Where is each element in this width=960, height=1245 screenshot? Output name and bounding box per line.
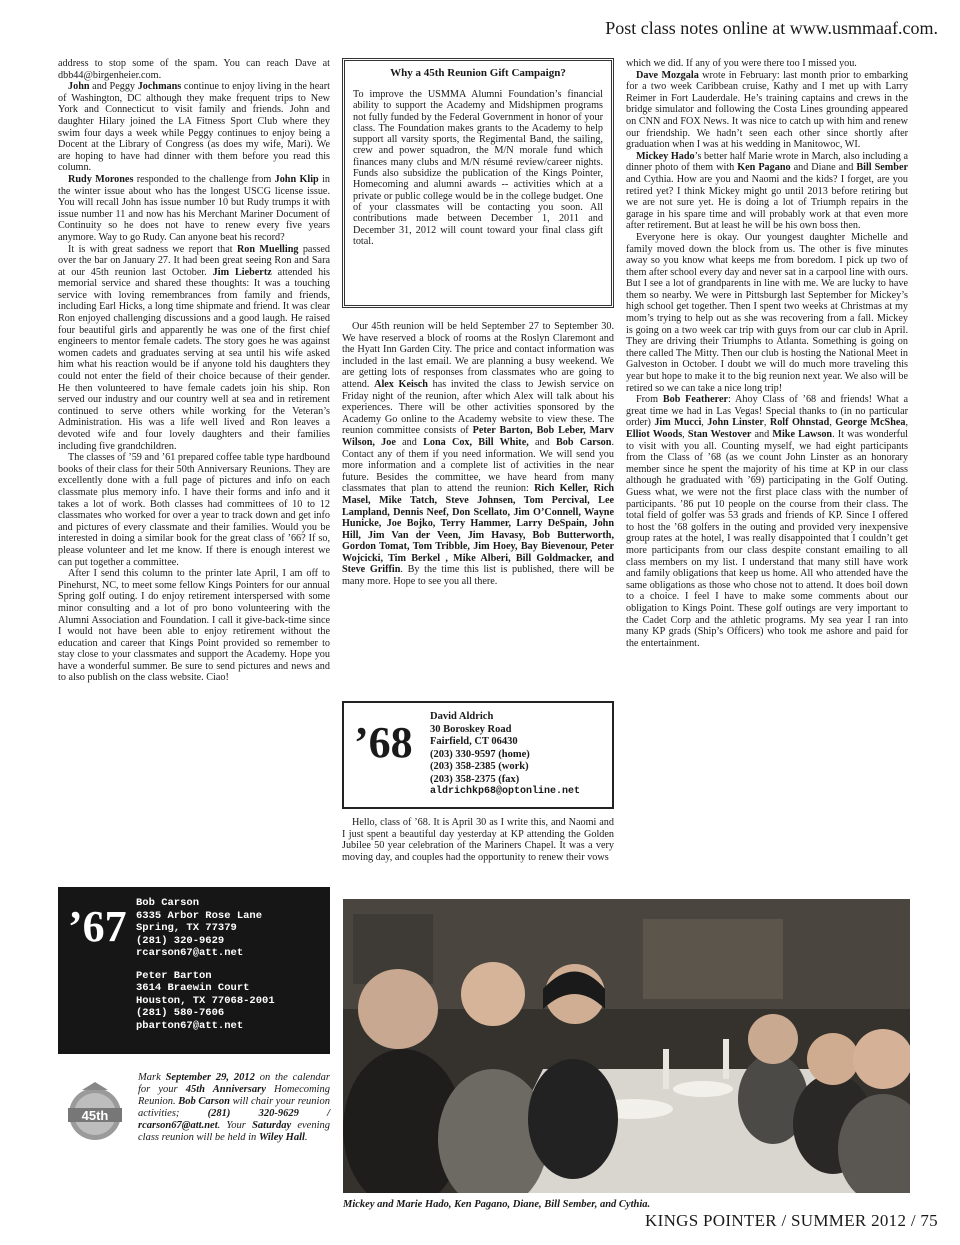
gift-campaign-box bbox=[342, 58, 614, 308]
column-3 bbox=[626, 58, 908, 881]
contact-fax: (203) 358-2375 (fax) bbox=[430, 773, 520, 785]
contact-phone: (281) 320-9629 bbox=[136, 934, 225, 947]
contact-email[interactable]: rcarson67@att.net bbox=[136, 947, 244, 959]
paragraph: Our 45th reunion will be held September 27 to September 30. We have reserved a block of rooms at the Roslyn Claremont and the Hyatt Inn Garden City. The price and contact information was included in the last email. We are planning a busy weekend. We are getting lots of responses from classmates who are going to attend. Alex Keisch has invited the class to Jewish service on Friday night of the reunion, after which Alex will talk about his experiences. There will be other activities sponsored by the Academy Go online to the Academy website to view these. The reunion committee consists of Peter Barton, Bob Leber, Marv Wilson, Joe and Lona Cox, Bill White, and Bob Carson. Contact any of them if you need information. We will send you more information and a complete list of activities in the near future. Besides the committee, we have heard from many classmates that plan to attend the reunion: Rich Keller, Rich Masel, Mike Tatch, Steve Johnsen, Tom Percival, Lee Lampland, Dennis Neef, Don Scellato, Jim O’Connell, Wayne Hunicke, Joe Bojko, Terry Hammer, Larry DeSpain, John Hill, Jim Van der Veen, Jim Havasy, Bob Butterworth, Gordon Tomat, Tom Tribble, Jim Hoey, Bay Bievenour, Peter Wojcicki, Tim Berkel , Mike Alberi, Bill Goldmacker, and Steve Griffin. By the time this list is published, there will be many more. Hope to see you all there. bbox=[342, 321, 614, 588]
contact-phone-home: (203) 330-9597 (home) bbox=[430, 748, 530, 760]
paragraph: It is with great sadness we report that Ron Muelling passed over the bar on January 27. It had been great seeing Ron and Sara at our 45th reunion last October. Jim Liebertz attended his memorial service and shared these thoughts: It was a touching service with loving remembrances from family and friends, including Earl Hicks, a long time shipmate and friend. It was clear Ron enjoyed challenging discussions and a good laugh. He raised four beautiful girls and apparently he was one of the first chief engineers to mentor female cadets. The story goes he was against women cadets and graduates serving at sea until his wife asked him what his reaction would be if anyone told his daughters they could not enter the field of their choice because of their gender. He then volunteered to have female cadets join his ship. Ron served our industry and our country well at sea and in retirement continued to serve others while working for the Veteran’s Administration. His was a life well lived and Ron leaves a devoted wife and four lovely daughters and their families including five grandchildren. bbox=[58, 243, 330, 452]
paragraph: Everyone here is okay. Our youngest daughter Michelle and family moved down the block from us. The other is five minutes away so you know what keeps me from boredom. I pick up two of them after school every day and never sat in a carpool line with ours. But I see a lot of grandparents in line with me. We are lucky to have them so nearby. We were in Pittsburgh last September for Mickey’s high school get together. Then I spent two weeks at Christmas at my mom’s trying to help out as she was recovering from a fall. Mickey is going on a two week car trip with guys from our car club in April. They are driving their Triumphs to Atlanta. Something is going on there called The Mitty. Then our club is hosting the National Meet in Galveston in October. I doubt we will do much more traveling this year but hope to make it to the big reunion next year. We also will be retired so we can take a nice long trip! bbox=[626, 231, 908, 394]
contact-street: 3614 Braewin Court bbox=[136, 982, 250, 994]
paragraph: John and Peggy Jochmans continue to enjoy living in the heart of Washington, DC although they make frequent trips to New York and Connecticut to visit family and friends. John and daughter Hilary joined the LA Fitness Sport Club where they swim four days a week while Peggy continues to enjoy being a Docent at the Library of Congress (as does my wife, Mari). We are hoping to have had dinner with them before you read this column. bbox=[58, 81, 330, 174]
badge-label: 45th bbox=[81, 1108, 109, 1123]
contact-name: Bob Carson bbox=[136, 897, 200, 909]
gift-box-title: Why a 45th Reunion Gift Campaign? bbox=[390, 67, 566, 79]
photo-illustration bbox=[343, 899, 910, 1193]
contact-city: Fairfield, CT 06430 bbox=[430, 736, 518, 747]
header-note: Post class notes online at www.usmmaaf.com. bbox=[605, 18, 938, 38]
reunion-note: Mark September 29, 2012 on the calendar for your 45th Anniversary Homecoming Reunion. Bob Carson will chair your reunion activities; (281) 320-9629 / rcarson67@att.net. Your Saturday evening class reunion will be held in Wiley Hall. bbox=[138, 1072, 330, 1143]
paragraph: Dave Mozgala wrote in February: last month prior to embarking for a two week Caribbean cruise, Kathy and I met up with Larry Reimer in Fort Lauderdale. He’s training captains and crews in the bridge simulator and following the Costa Lines grounding appeared on CNN and FOX News. It was nice to catch up with him and renew our friendship. We hadn’t seen each other since shortly after graduation when I was at his wedding in Manitowoc, WI. bbox=[626, 69, 908, 151]
column-1 bbox=[58, 58, 330, 873]
paragraph: From Bob Featherer: Ahoy Class of ’68 and friends! What a great time we had in Las Vegas! Special thanks to (in no particular order) Jim Mucci, John Linster, Rolf Ohnstad, George McShea, Elliot Woods, Stan Westover and Mike Lawson. It was wonderful to visit with you all. Counting myself, we had eight participants from the Class of ’68 (as we count John Linster as an honorary member since he spent the majority of his time at KP in our class although he graduated with ’69) participating in the Golf Outing. Guess what, we were not the first place class with the number of participants. ’86 put 10 people on the course from their class. The total field of golfer was 53 grads and friends of KP. Since I offered to host the ’68 golfers in the outing and provided very inexpensive group rates at the hotel, I was really disappointed that I couldn’t get more participants from our class despite constant emailing to all class members on my list. I understand that many still have work and family obligations that keep us home. All who attended have the same obligations as those who chose not to attend. It does boil down to a choice. I feel I have to make some comments about our obligation to Kings Point. These golf outings are very important to the Cadet Corp and the athletic programs. My sea year I ran into many KP grads (Ship’s Officers) who took me ashore and paid for the entertainment. bbox=[626, 394, 908, 649]
dinner-photo bbox=[343, 899, 910, 1193]
paragraph: Rudy Morones responded to the challenge from John Klip in the winter issue about who has the longest USCG license issue. You will recall John has issue number 10 but Rudy trumps it with issue number 11 and now has his Merchant Mariner Document of Continuity so he does not have to renew every five years anymore. Way to go Rudy. Can anyone beat his record? bbox=[58, 173, 330, 243]
paragraph: After I send this column to the printer late April, I am off to Pinehurst, NC, to meet some fellow Kings Pointers for our annual Spring golf outing. I do enjoy retirement interspersed with some minor consulting and a lot of pro bono volunteering with the Alumni Association and Foundation. I call it give-back-time since I would not have been able to enjoy retirement without the education and career that Kings Point provided so remember to stay close to your classmates and support the Academy. Hope you have a wonderful summer. Be sure to send pictures and news and to also publish on the class website. Ciao! bbox=[58, 568, 330, 684]
paragraph: The classes of ’59 and ’61 prepared coffee table type hardbound books of their class for their 50th Anniversary Reunions. They are excellently done with a full page of pictures and info on each classmate plus memory info. I have their forms and info and it takes a lot of work. Both classes had committees of 10 to 12 classmates who worked for over a year to track down and get info and pictures of every classmate and their families. Would you be interested in doing a similar book for the great class of ’66? If so, please volunteer and let me know. If there is enough interest we can put together a committee. bbox=[58, 452, 330, 568]
gift-box-body: To improve the USMMA Alumni Foundation’s financial ability to support the Academy and Midshipmen programs not fully funded by the Federal Government in honor of your class. The Foundation makes grants to the Academy to help support all varsity sports, the Regimental Band, the sailing, crew and power squadron, the M/N morale fund which finances many clubs and M/N résumé review/career nights. Funds also subsidize the publication of the Kings Pointer, Homecoming and alumni awards -- activities which at a private or public college would be in the college budget. One of your classmates will be contacting you soon. All contributions made between December 1, 2011 and December 31, 2012 will count toward your final class gift total. bbox=[353, 89, 603, 247]
contact-street: 6335 Arbor Rose Lane bbox=[136, 909, 263, 922]
column-2-bottom bbox=[342, 817, 614, 877]
column-2 bbox=[342, 321, 614, 687]
contact-city: Spring, TX 77379 bbox=[136, 922, 237, 934]
contact-city: Houston, TX 77068-2001 bbox=[136, 994, 275, 1007]
paragraph: Hello, class of ’68. It is April 30 as I write this, and Naomi and I just spent a beautiful day yesterday at KP attending the Golden Jubilee 50 year celebration of the Mariners Chapel. It was a very moving day, and couples had the opportunity to renew their vows bbox=[342, 817, 614, 863]
contact-street: 30 Boroskey Road bbox=[430, 723, 512, 735]
contact-email[interactable]: pbarton67@att.net bbox=[136, 1019, 244, 1032]
contact-phone-work: (203) 358-2385 (work) bbox=[430, 761, 529, 772]
paragraph: address to stop some of the spam. You can reach Dave at dbb44@birgenheier.com. bbox=[58, 58, 330, 81]
class-year: ’67 bbox=[68, 902, 127, 951]
contact-name: David Aldrich bbox=[430, 711, 494, 722]
class-68-contact-box bbox=[342, 701, 614, 809]
contact-phone: (281) 580-7606 bbox=[136, 1007, 225, 1019]
45th-anniversary-badge-icon bbox=[62, 1078, 128, 1144]
class-year: ’68 bbox=[354, 718, 413, 767]
paragraph: Mickey Hado’s better half Marie wrote in March, also including a dinner photo of them with Ken Pagano and Diane and Bill Sember and Cythia. How are you and Naomi and the kids? I forget, are you retired yet? I think Mickey might go until 2013 before retiring but we are not sure yet. He is doing a lot of Triumph repairs in the garage in his spare time and will probably work at that even more after retirement. But at least he will be his own boss then. bbox=[626, 150, 908, 232]
contact-email[interactable]: aldrichkp68@optonline.net bbox=[430, 786, 581, 797]
page-footer: KINGS POINTER / SUMMER 2012 / 75 bbox=[645, 1211, 938, 1230]
paragraph: which we did. If any of you were there too I missed you. bbox=[626, 58, 857, 69]
photo-caption: Mickey and Marie Hado, Ken Pagano, Diane, Bill Sember, and Cythia. bbox=[343, 1199, 651, 1210]
contact-name: Peter Barton bbox=[136, 969, 212, 982]
class-67-contact-box bbox=[58, 887, 330, 1054]
